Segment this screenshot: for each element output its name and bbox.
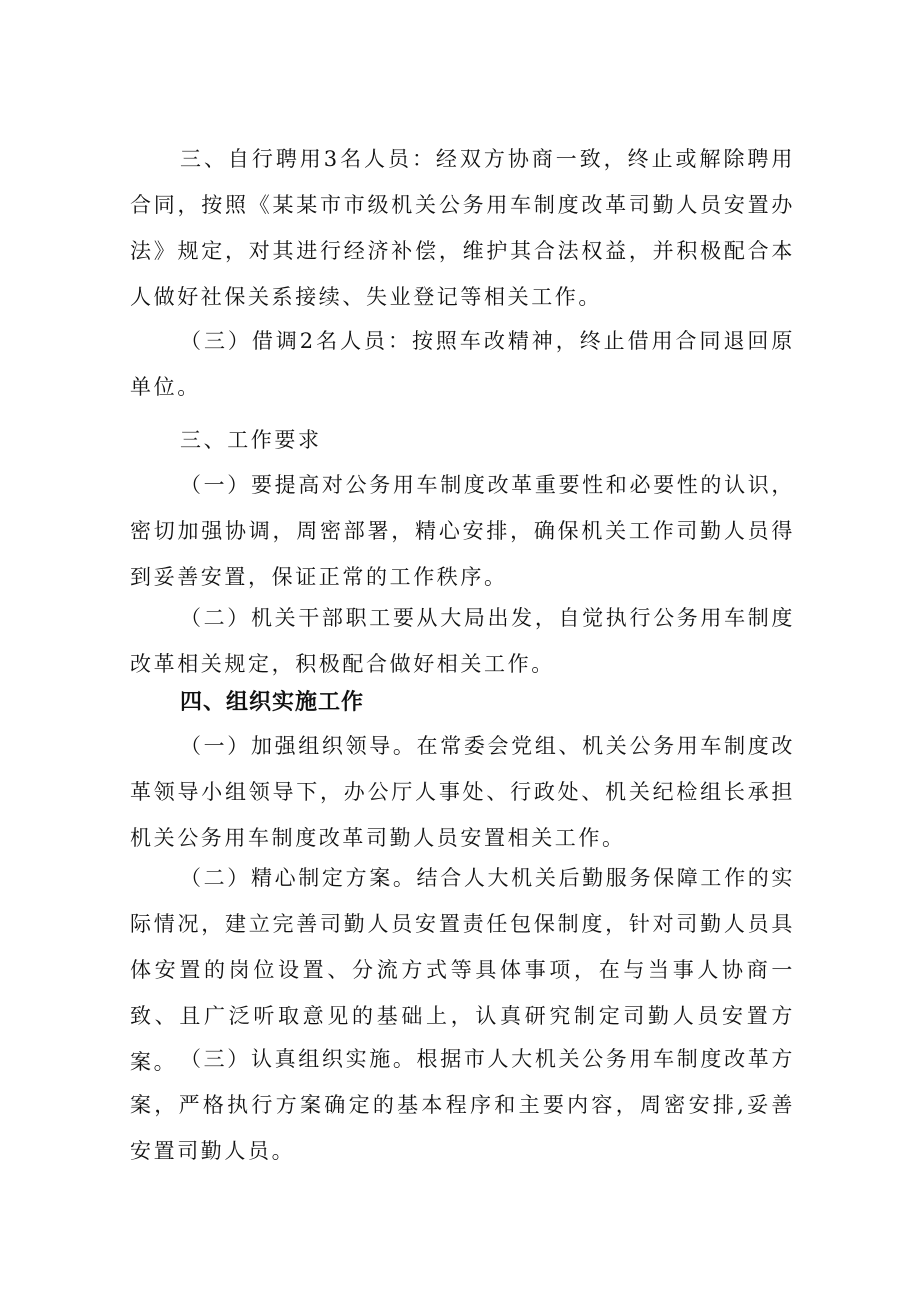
paragraph-implementation-2: （二）精心制定方案。结合人大机关后勤服务保障工作的实际情况，建立完善司勤人员安置责任包保制度，针对司勤人员具体安置的岗位设置、分流方式等具体事项，在与当事人协商一致、且广泛听取意见的基础上，认真研究制定司勤人员安置方案。 xyxy=(130,866,795,1074)
paragraph-implementation-3: （三）认真组织实施。根据市人大机关公务用车制度改革方案，严格执行方案确定的基本程序和主要内容，周密安排,妥善安置司勤人员。 xyxy=(130,1047,795,1163)
paragraph-seconded-staff: （三）借调2名人员：按照车改精神，终止借用合同退回原单位。 xyxy=(130,329,795,399)
paragraph-requirement-1: （一）要提高对公务用车制度改革重要性和必要性的认识，密切加强协调，周密部署，精心安排，确保机关工作司勤人员得到妥善安置，保证正常的工作秩序。 xyxy=(130,473,795,589)
section-title-implementation: 四、组织实施工作 xyxy=(180,690,365,715)
section-title-work-requirements: 三、工作要求 xyxy=(180,428,322,452)
paragraph-requirement-2: （二）机关干部职工要从大局出发，自觉执行公务用车制度改革相关规定，积极配合做好相关工作。 xyxy=(130,606,795,676)
paragraph-implementation-1: （一）加强组织领导。在常委会党组、机关公务用车制度改革领导小组领导下，办公厅人事处、行政处、机关纪检组长承担机关公务用车制度改革司勤人员安置相关工作。 xyxy=(130,734,795,850)
paragraph-self-hired-staff: 三、自行聘用3名人员：经双方协商一致，终止或解除聘用合同，按照《某某市市级机关公务用车制度改革司勤人员安置办法》规定，对其进行经济补偿，维护其合法权益，并积极配合本人做好社保关系接续、失业登记等相关工作。 xyxy=(130,147,795,309)
